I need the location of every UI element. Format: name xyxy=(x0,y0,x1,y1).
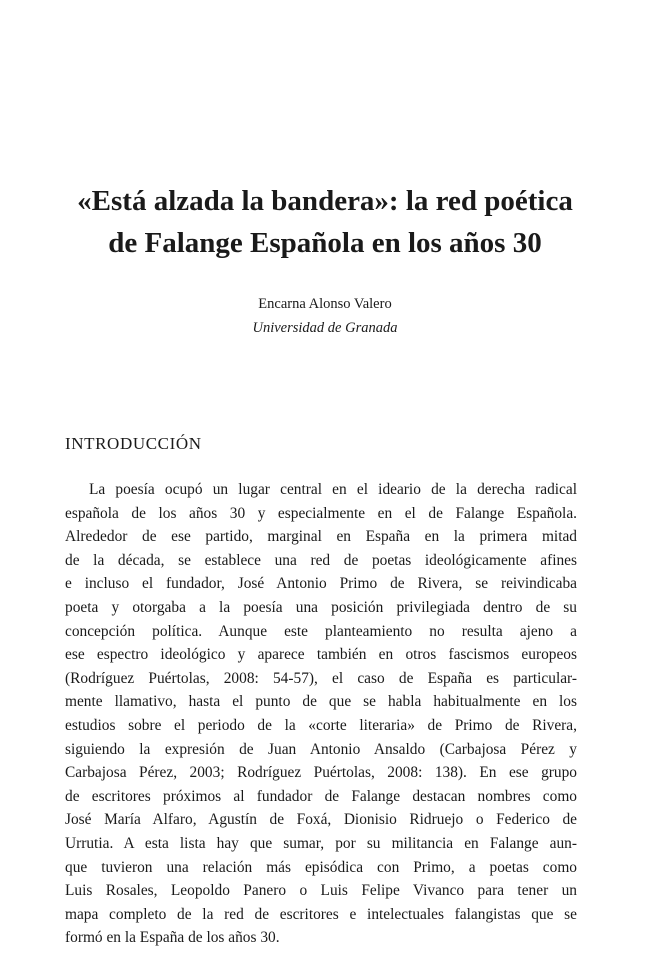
byline xyxy=(0,292,650,340)
body-paragraph xyxy=(65,478,577,950)
paragraph-line: siguiendo la expresión de Juan Antonio Ansaldo (Carbajosa Pérez y xyxy=(65,740,577,758)
article-title xyxy=(40,180,610,264)
paragraph-line: José María Alfaro, Agustín de Foxá, Dionisio Ridruejo o Federico de xyxy=(65,811,577,829)
paragraph-line: ese espectro ideológico y aparece también en otros fascismos europeos xyxy=(65,646,577,664)
author-name: Encarna Alonso Valero xyxy=(258,296,392,312)
paragraph-line: de escritores próximos al fundador de Falange destacan nombres como xyxy=(65,787,577,805)
paragraph-line: (Rodríguez Puértolas, 2008: 54-57), el caso de España es particular- xyxy=(65,669,577,687)
paragraph-line: Luis Rosales, Leopoldo Panero o Luis Felipe Vivanco para tener un xyxy=(65,882,577,900)
section-heading: INTRODUCCIÓN xyxy=(65,434,202,453)
paragraph-line: de la década, se establece una red de poetas ideológicamente afines xyxy=(65,551,577,569)
article-title-line-1: «Está alzada la bandera»: la red poética xyxy=(77,185,573,217)
paragraph-line: e incluso el fundador, José Antonio Primo de Rivera, se reivindicaba xyxy=(65,575,577,593)
paragraph-line: poeta y otorgaba a la poesía una posición privilegiada dentro de su xyxy=(65,598,577,616)
paragraph-line: La poesía ocupó un lugar central en el ideario de la derecha radical xyxy=(89,481,577,498)
paragraph-line: española de los años 30 y especialmente en el de Falange Española. xyxy=(65,504,577,522)
paragraph-line: concepción política. Aunque este planteamiento no resulta ajeno a xyxy=(65,622,577,640)
paragraph-line: Urrutia. A esta lista hay que sumar, por su militancia en Falange aun- xyxy=(65,834,577,852)
paragraph-line: que tuvieron una relación más episódica con Primo, a poetas como xyxy=(65,858,577,876)
paragraph-line: formó en la España de los años 30. xyxy=(65,929,280,947)
author-affiliation: Universidad de Granada xyxy=(252,320,398,336)
paragraph-line: mente llamativo, hasta el punto de que se habla habitualmente en los xyxy=(65,693,577,711)
paragraph-line: estudios sobre el periodo de la «corte literaria» de Primo de Rivera, xyxy=(65,716,577,734)
paragraph-line: mapa completo de la red de escritores e intelectuales falangistas que se xyxy=(65,905,577,923)
paragraph-line: Alrededor de ese partido, marginal en España en la primera mitad xyxy=(65,528,577,546)
paragraph-line: Carbajosa Pérez, 2003; Rodríguez Puértolas, 2008: 138). En ese grupo xyxy=(65,764,577,782)
article-title-line-2: de Falange Española en los años 30 xyxy=(108,227,542,259)
